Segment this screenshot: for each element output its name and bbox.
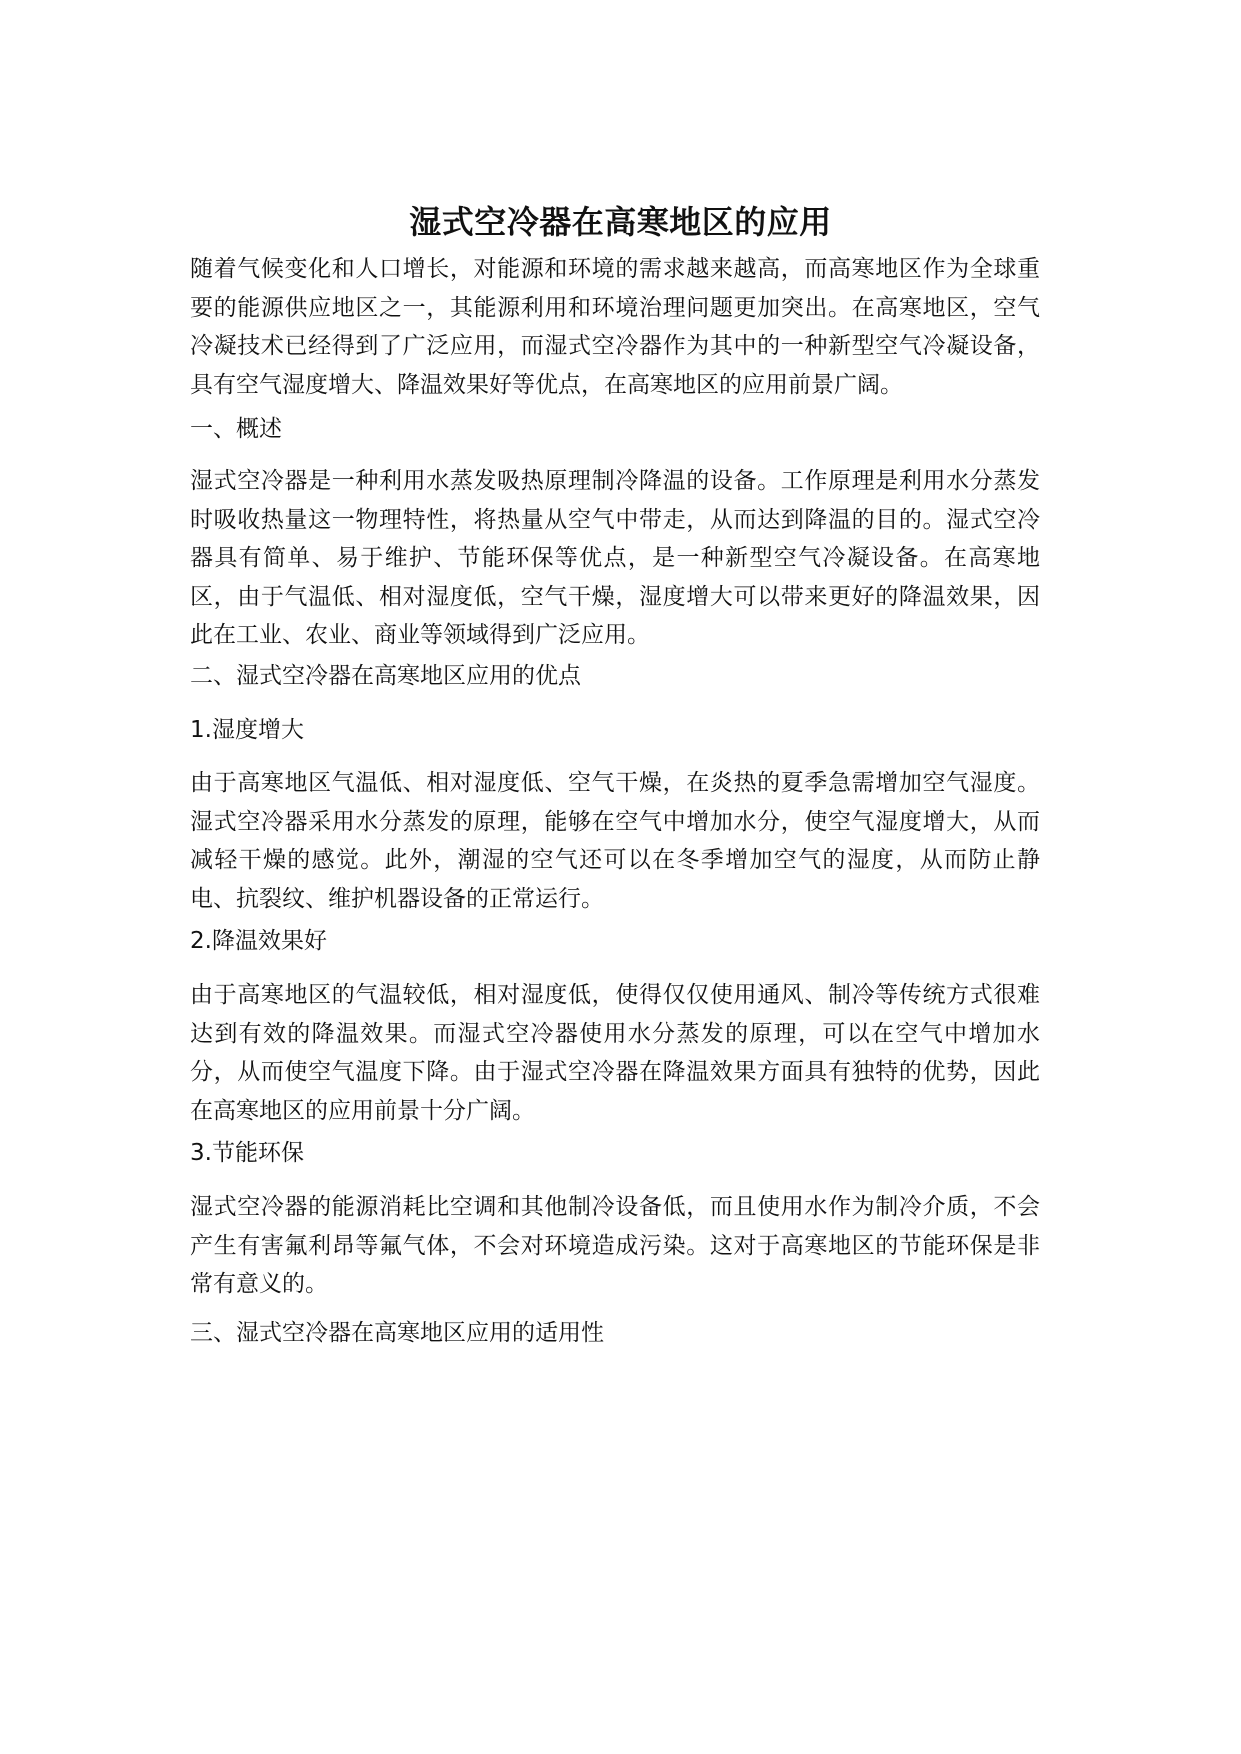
subheading-cooling: 2.降温效果好	[190, 928, 327, 954]
intro-paragraph: 随着气候变化和人口增长，对能源和环境的需求越来越高，而高寒地区作为全球重要的能源供应地区之一，其能源利用和环境治理问题更加突出。在高寒地区，空气冷凝技术已经得到了广泛应用，而湿式空冷器作为其中的一种新型空气冷凝设备，具有空气湿度增大、降温效果好等优点，在高寒地区的应用前景广阔。	[190, 256, 1040, 398]
cooling-paragraph: 由于高寒地区的气温较低，相对湿度低，使得仅仅使用通风、制冷等传统方式很难达到有效的降温效果。而湿式空冷器使用水分蒸发的原理，可以在空气中增加水分，从而使空气温度下降。由于湿式空冷器在降温效果方面具有独特的优势，因此在高寒地区的应用前景十分广阔。	[190, 982, 1040, 1124]
subheading-humidity: 1.湿度增大	[190, 717, 304, 743]
subheading-energy-saving: 3.节能环保	[190, 1140, 304, 1166]
overview-paragraph: 湿式空冷器是一种利用水蒸发吸热原理制冷降温的设备。工作原理是利用水分蒸发时吸收热量这一物理特性，将热量从空气中带走，从而达到降温的目的。湿式空冷器具有简单、易于维护、节能环保等优点，是一种新型空气冷凝设备。在高寒地区，由于气温低、相对湿度低，空气干燥，湿度增大可以带来更好的降温效果，因此在工业、农业、商业等领域得到广泛应用。	[190, 468, 1040, 648]
document-title: 湿式空冷器在高寒地区的应用	[409, 203, 832, 242]
humidity-paragraph: 由于高寒地区气温低、相对湿度低、空气干燥，在炎热的夏季急需增加空气湿度。湿式空冷器采用水分蒸发的原理，能够在空气中增加水分，使空气湿度增大，从而减轻干燥的感觉。此外，潮湿的空气还可以在冬季增加空气的湿度，从而防止静电、抗裂纹、维护机器设备的正常运行。	[190, 770, 1040, 912]
section-heading-applicability: 三、湿式空冷器在高寒地区应用的适用性	[190, 1320, 604, 1346]
section-heading-overview: 一、概述	[190, 416, 282, 442]
section-heading-advantages: 二、湿式空冷器在高寒地区应用的优点	[190, 663, 581, 689]
energy-saving-paragraph: 湿式空冷器的能源消耗比空调和其他制冷设备低，而且使用水作为制冷介质，不会产生有害氟利昂等氟气体，不会对环境造成污染。这对于高寒地区的节能环保是非常有意义的。	[190, 1194, 1040, 1297]
